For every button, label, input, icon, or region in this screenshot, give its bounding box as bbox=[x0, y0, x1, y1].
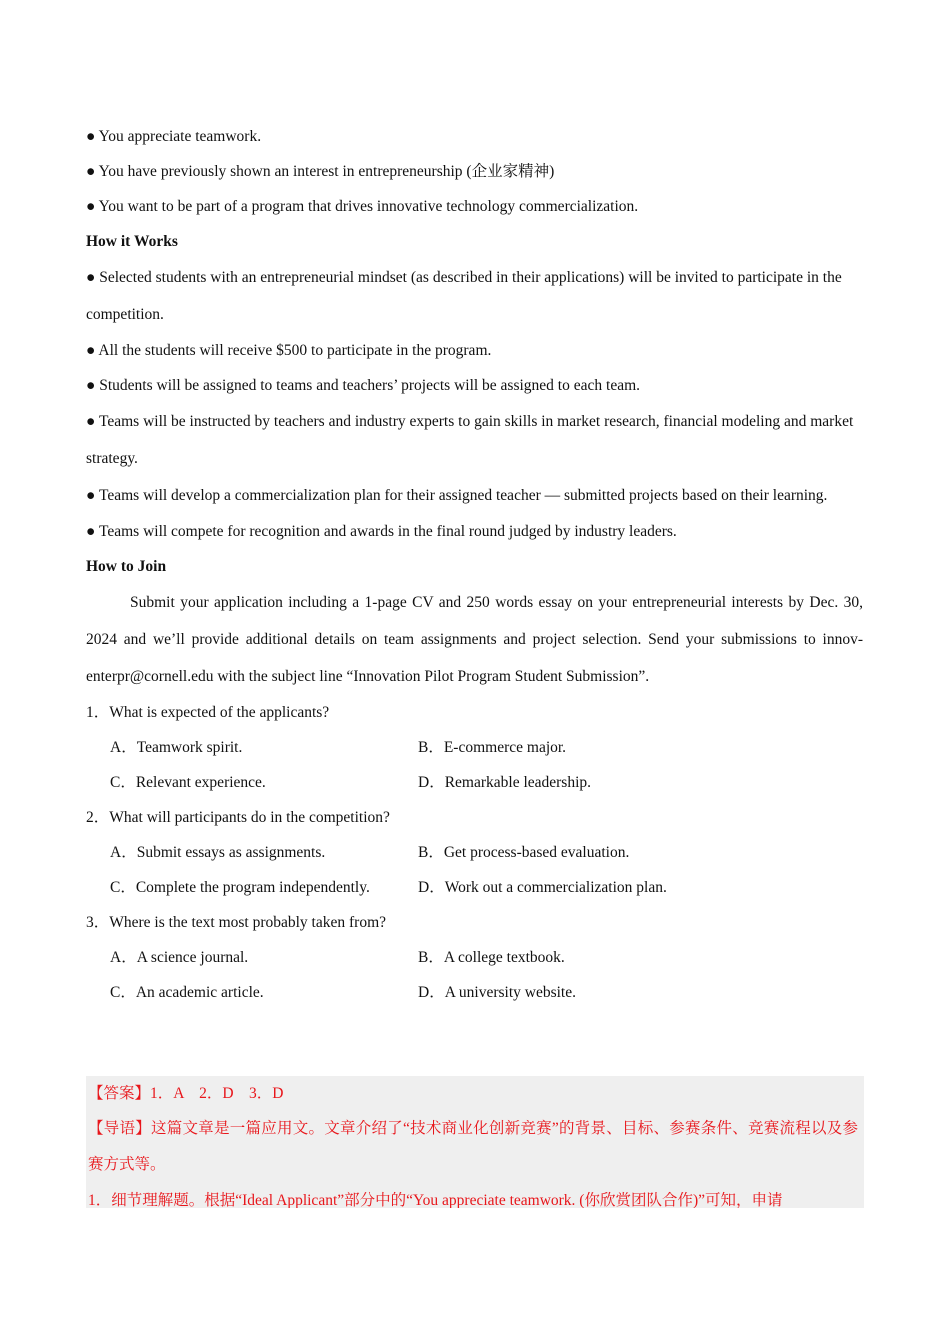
question-stem: 2．What will participants do in the competition? bbox=[86, 809, 390, 826]
how-it-works-heading: How it Works bbox=[86, 233, 178, 250]
option-row bbox=[86, 940, 863, 975]
how-to-join-paragraph: Submit your application including a 1-page CV and 250 words essay on your entrepreneurial interests by Dec. 30, 2024 and we’ll provide additional details on team assignments and project selection. Send your submissions to innov-enterpr@cornell.edu with the subject line “Innovation Pilot Program Student Submission”. bbox=[86, 594, 863, 685]
option-row bbox=[86, 870, 863, 905]
option-row bbox=[86, 835, 863, 870]
how-it-works-bullet: ● Selected students with an entrepreneurial mindset (as described in their applications) will be invited to participate in the competition. bbox=[86, 269, 842, 323]
how-it-works-bullet: ● Teams will develop a commercialization plan for their assigned teacher — submitted projects based on their learning. bbox=[86, 487, 828, 504]
question-stem: 3．Where is the text most probably taken from? bbox=[86, 914, 387, 931]
option-a: A．A science journal. bbox=[110, 949, 249, 966]
option-b: B．E-commerce major. bbox=[418, 739, 567, 756]
answer-explanation-box bbox=[86, 1076, 864, 1208]
how-it-works-bullet: ● Teams will be instructed by teachers and industry experts to gain skills in market research, financial modeling and market strategy. bbox=[86, 413, 854, 467]
passage-guide: 【导语】这篇文章是一篇应用文。文章介绍了“技术商业化创新竞赛”的背景、目标、参赛条件、竞赛流程以及参赛方式等。 bbox=[88, 1120, 858, 1173]
bullet-teamwork: ● You appreciate teamwork. bbox=[86, 128, 262, 145]
how-it-works-bullet: ● All the students will receive $500 to participate in the program. bbox=[86, 342, 492, 359]
option-c: C．Relevant experience. bbox=[110, 774, 266, 791]
option-d: D．A university website. bbox=[418, 984, 576, 1001]
option-row bbox=[86, 730, 863, 765]
question-stem: 1．What is expected of the applicants? bbox=[86, 704, 330, 721]
option-c: C．Complete the program independently. bbox=[110, 879, 370, 896]
answer-key: 【答案】1．A 2．D 3．D bbox=[88, 1085, 284, 1102]
document-body bbox=[86, 119, 863, 1010]
option-a: A．Teamwork spirit. bbox=[110, 739, 243, 756]
how-to-join-heading: How to Join bbox=[86, 558, 167, 575]
question-1 bbox=[86, 695, 863, 800]
how-it-works-bullet: ● Students will be assigned to teams and teachers’ projects will be assigned to each team. bbox=[86, 377, 641, 394]
explanation-question-1: 1．细节理解题。根据“Ideal Applicant”部分中的“You appreciate teamwork. (你欣赏团队合作)”可知，申请 bbox=[88, 1192, 783, 1208]
how-it-works-bullet: ● Teams will compete for recognition and awards in the final round judged by industry leaders. bbox=[86, 523, 677, 540]
option-row bbox=[86, 975, 863, 1010]
question-3 bbox=[86, 905, 863, 1010]
option-row bbox=[86, 765, 863, 800]
bullet-entrepreneurship: ● You have previously shown an interest in entrepreneurship (企业家精神) bbox=[86, 163, 555, 180]
option-d: D．Remarkable leadership. bbox=[418, 774, 592, 791]
option-d: D．Work out a commercialization plan. bbox=[418, 879, 667, 896]
question-2 bbox=[86, 800, 863, 905]
option-b: B．Get process-based evaluation. bbox=[418, 844, 630, 861]
option-c: C．An academic article. bbox=[110, 984, 264, 1001]
option-a: A．Submit essays as assignments. bbox=[110, 844, 326, 861]
option-b: B．A college textbook. bbox=[418, 949, 565, 966]
bullet-commercialization: ● You want to be part of a program that drives innovative technology commercialization. bbox=[86, 198, 639, 215]
